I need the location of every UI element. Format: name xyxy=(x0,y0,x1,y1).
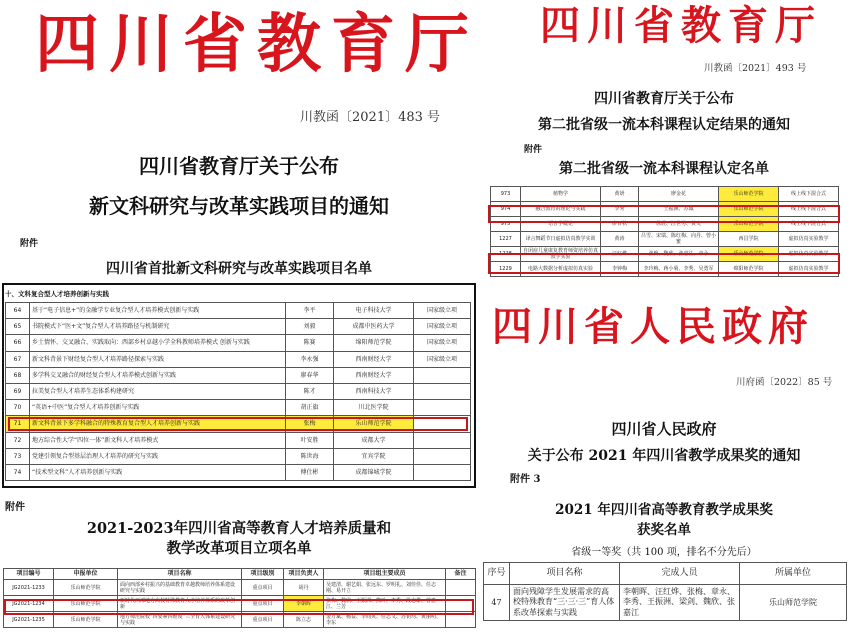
table-row xyxy=(6,319,471,335)
doc2-title-line2: 第二批省级一流本科课程认定结果的通知 xyxy=(538,117,790,133)
course-number: 1227 xyxy=(491,232,521,247)
course-type: 线上线下混合式 xyxy=(779,187,839,202)
project-number: 66 xyxy=(6,335,30,351)
doc1-title-line1: 四川省教育厅关于公布 xyxy=(139,154,339,178)
project-university: 电子科技大学 xyxy=(334,303,414,319)
course-number: 1228 xyxy=(491,247,521,262)
doc3-project-table xyxy=(3,568,476,628)
project-level: 重点项目 xyxy=(242,612,284,628)
course-leader: 汪红烨 xyxy=(601,247,639,262)
doc1-red-header: 四川省教育厅 xyxy=(35,7,479,82)
course-university: 乐山师范学院 xyxy=(719,202,779,217)
column-header: 项目编号 xyxy=(4,569,54,580)
project-name: 地方综合性大学“四位一体”新文科人才培养模式 xyxy=(30,432,286,448)
column-header: 申报单位 xyxy=(54,569,118,580)
course-name: 融合教育的理论与实践 xyxy=(521,202,601,217)
project-level xyxy=(414,400,471,416)
project-level: 国家级立项 xyxy=(414,335,471,351)
project-number: 69 xyxy=(6,383,30,399)
doc3-title-line1: 2021-2023年四川省高等教育人才培养质量和 xyxy=(86,520,392,537)
doc4-list-title-line2: 获奖名单 xyxy=(637,522,691,538)
table-row xyxy=(6,303,471,319)
doc2-panel xyxy=(478,0,850,300)
course-team: 徐震、江世男、黄文 xyxy=(639,217,719,232)
project-name: 党建引领复合型基层治理人才培养的研究与实践 xyxy=(30,448,286,464)
course-type: 虚拟仿真实验教学 xyxy=(779,262,839,277)
course-leader: 李秀 xyxy=(601,202,639,217)
project-name: 书院模式下“医+文”复合型人才培养路径与机制研究 xyxy=(30,319,286,335)
doc4-award-table xyxy=(483,562,847,621)
project-leader: 廖春华 xyxy=(286,367,334,383)
project-name: 乡土情怀、交叉融合、实践取向：西部乡村卓越小学全科教师培养模式 创新与实践 xyxy=(30,335,286,351)
table-row xyxy=(6,335,471,351)
column-header: 序号 xyxy=(484,563,510,585)
project-leader: 陈世海 xyxy=(286,448,334,464)
project-name: 面向西部乡村振兴的基础教育卓越教师培养体系建设研究与实践 xyxy=(118,580,242,596)
project-number: 65 xyxy=(6,319,30,335)
course-leader: 黄妍 xyxy=(601,187,639,202)
project-university: 成都大学 xyxy=(334,432,414,448)
project-university: 成都锦城学院 xyxy=(334,464,414,480)
project-members: 张梅、魏欣、王振洲、熊玲、李秀、段志雄、曾惠江、兰芳 xyxy=(324,596,446,612)
course-name: 电路大数据分析虚拟仿真实验 xyxy=(521,262,601,277)
doc4-doc-number: 川府函〔2022〕85 号 xyxy=(736,377,833,388)
course-type: 线上线下混合式 xyxy=(779,217,839,232)
project-number: 72 xyxy=(6,432,30,448)
column-header: 项目组主要成员 xyxy=(324,569,446,580)
course-name: 植物学 xyxy=(521,187,601,202)
project-university: 西南科技大学 xyxy=(334,383,414,399)
award-number: 47 xyxy=(484,585,510,621)
project-leader: 李平 xyxy=(286,303,334,319)
project-level xyxy=(414,448,471,464)
project-university: 成都中医药大学 xyxy=(334,319,414,335)
project-number: 68 xyxy=(6,367,30,383)
doc1-list-title: 四川省首批新文科研究与改革实践项目名单 xyxy=(106,261,372,277)
doc1-project-table xyxy=(5,302,471,481)
course-university: 乐山师范学院 xyxy=(719,247,779,262)
doc4-list-title-line1: 2021 年四川省高等教育教学成果奖 xyxy=(555,502,773,518)
project-university: 乐山师范学院 xyxy=(54,596,118,612)
project-leader: 胡正旗 xyxy=(286,400,334,416)
project-name: 基于“电子信息+”的金融学专业复合型人才培养模式创新与实践 xyxy=(30,303,286,319)
project-members: 金万斌、杨益、李间英、任志文、苏钥均、黄丽明、李东 xyxy=(324,612,446,628)
project-members: 吴建清、谢艺娟、张远东、罗明礼、刘佳佳、任志刚、易开立 xyxy=(324,580,446,596)
project-university: 西南财经大学 xyxy=(334,351,414,367)
project-university: 西南财经大学 xyxy=(334,367,414,383)
table-row xyxy=(6,383,471,399)
course-number: 973 xyxy=(491,187,521,202)
doc4-title: 关于公布 2021 年四川省教学成果奖的通知 xyxy=(527,448,801,464)
project-level: 重点项目 xyxy=(242,596,284,612)
course-team: 吕雪、宋瑞、陈红梅、向丹、曾小蜜 xyxy=(639,232,719,247)
doc4-red-header: 四川省人民政府 xyxy=(492,303,814,350)
project-leader: 陈赛 xyxy=(286,335,334,351)
project-university: 宜宾学院 xyxy=(334,448,414,464)
course-leader: 李钟梅 xyxy=(601,262,639,277)
project-university: 乐山师范学院 xyxy=(334,416,414,432)
column-header: 所属单位 xyxy=(740,563,847,585)
project-name: 新文科背景下多学科融合的特殊教育复合型人才培养创新与实践 xyxy=(30,416,286,432)
course-university: 乐山师范学院 xyxy=(719,217,779,232)
course-university: 西昌学院 xyxy=(719,232,779,247)
project-leader: 胡丹 xyxy=(284,580,324,596)
doc4-subtitle: 省级一等奖（共 100 项，排名不分先后） xyxy=(571,547,757,558)
project-level: 国家级立项 xyxy=(414,303,471,319)
project-name: 新时代西部地方高校特殊教育人才培养体系的改革创新 xyxy=(118,596,242,612)
award-members: 李朝晖、汪红烨、张梅、章永、李秀、王振洲、梁剑、魏欣、张嘉江 xyxy=(620,585,740,621)
doc2-list-title: 第二批省级一流本科课程认定名单 xyxy=(559,161,769,177)
course-team: 王振洲、苏诚 xyxy=(639,202,719,217)
doc1-highlight-box xyxy=(8,417,468,431)
doc1-doc-number: 川教函〔2021〕483 号 xyxy=(300,110,441,125)
project-number: 73 xyxy=(6,448,30,464)
column-header: 项目负责人 xyxy=(284,569,324,580)
doc2-doc-number: 川教函〔2021〕493 号 xyxy=(704,63,807,74)
doc4-panel xyxy=(478,300,850,637)
course-number: 974 xyxy=(491,202,521,217)
column-header: 备注 xyxy=(446,569,476,580)
project-name: 新文科背景下财经复合型人才培养路径探索与实践 xyxy=(30,351,286,367)
course-number: 975 xyxy=(491,217,521,232)
doc1-title-line2: 新文科研究与改革实践项目的通知 xyxy=(89,194,389,218)
project-name: 多学科交叉融合的财经复合型人才培养模式创新与实践 xyxy=(30,367,286,383)
doc2-title-line1: 四川省教育厅关于公布 xyxy=(594,91,734,107)
project-leader: 李朝晖 xyxy=(284,596,324,612)
doc2-attachment-label: 附件 xyxy=(524,145,543,155)
project-university: 川北医学院 xyxy=(334,400,414,416)
table-row xyxy=(6,351,471,367)
course-leader: 廖百秋 xyxy=(601,217,639,232)
award-project-name: 面向残障学生发展需求的高校特殊教育“三·三·三”育人体系改革探索与实践 xyxy=(510,585,620,621)
column-header: 项目名称 xyxy=(118,569,242,580)
table-row xyxy=(484,585,847,621)
course-name: 自闭症儿童康复教育师资培养仿真教学实验 xyxy=(521,247,601,262)
table-row xyxy=(6,367,471,383)
project-leader: 刘毅 xyxy=(286,319,334,335)
course-university: 乐山师范学院 xyxy=(719,187,779,202)
doc3-title-line2: 教学改革项目立项名单 xyxy=(166,540,312,557)
doc2-highlight-box-2 xyxy=(488,253,840,274)
table-row xyxy=(491,187,839,202)
course-team: 李玲梅、蒋小菊、李秀、吴勇军 xyxy=(639,262,719,277)
course-name: 语言学概论 xyxy=(521,217,601,232)
project-level xyxy=(414,432,471,448)
project-name: 拉美复合型人才培养生态体系构建研究 xyxy=(30,383,286,399)
project-name: 地方师范院校“四要素四维度”三全育人体系建设研究与实践 xyxy=(118,612,242,628)
doc2-red-header: 四川省教育厅 xyxy=(540,2,822,49)
doc4-org: 四川省人民政府 xyxy=(611,420,717,438)
project-number: JG2021-1235 xyxy=(4,612,54,628)
project-number: 64 xyxy=(6,303,30,319)
course-number: 1229 xyxy=(491,262,521,277)
course-type: 虚拟仿真实验教学 xyxy=(779,232,839,247)
project-leader: 陈立志 xyxy=(284,612,324,628)
project-leader: 傅仕彬 xyxy=(286,464,334,480)
project-number: JG2021-1233 xyxy=(4,580,54,596)
table-row xyxy=(491,232,839,247)
project-level: 国家级立项 xyxy=(414,351,471,367)
project-leader: 陈才 xyxy=(286,383,334,399)
course-university: 绵阳师范学院 xyxy=(719,262,779,277)
award-university: 乐山师范学院 xyxy=(740,585,847,621)
project-number: 71 xyxy=(6,416,30,432)
project-university: 绵阳师范学院 xyxy=(334,335,414,351)
table-row xyxy=(6,432,471,448)
project-name: “技术型文科”人才培养创新与实践 xyxy=(30,464,286,480)
course-leader: 黄涛 xyxy=(601,232,639,247)
doc3-panel xyxy=(0,492,478,637)
project-level xyxy=(414,367,471,383)
table-row xyxy=(6,464,471,480)
project-leader: 张梅 xyxy=(286,416,334,432)
column-header: 项目名称 xyxy=(510,563,620,585)
table-row xyxy=(4,580,476,596)
course-type: 虚拟仿真实验教学 xyxy=(779,247,839,262)
course-type: 线上线下混合式 xyxy=(779,202,839,217)
project-university: 乐山师范学院 xyxy=(54,580,118,596)
doc2-highlight-box-1 xyxy=(488,205,840,223)
course-name: 译言舞蹈节日虚拟仿真教学实训 xyxy=(521,232,601,247)
doc1-panel xyxy=(0,0,478,492)
table-row xyxy=(6,400,471,416)
course-team: 张梅、魏欣、张嘉江、章永 xyxy=(639,247,719,262)
project-level xyxy=(414,383,471,399)
column-header: 完成人员 xyxy=(620,563,740,585)
doc1-section-heading: 十、文科复合型人才培养创新与实践 xyxy=(5,290,109,298)
project-leader: 叶安胜 xyxy=(286,432,334,448)
project-number: 74 xyxy=(6,464,30,480)
project-level: 国家级立项 xyxy=(414,319,471,335)
project-number: 67 xyxy=(6,351,30,367)
project-number: JG2021-1234 xyxy=(4,596,54,612)
doc3-highlight-box xyxy=(4,599,474,615)
column-header: 项目级别 xyxy=(242,569,284,580)
doc4-attachment-label: 附件 3 xyxy=(510,474,541,485)
doc3-attachment-label: 附件 xyxy=(5,502,25,513)
project-leader: 李永强 xyxy=(286,351,334,367)
course-team: 廖金花 xyxy=(639,187,719,202)
table-row xyxy=(6,448,471,464)
project-number: 70 xyxy=(6,400,30,416)
project-level xyxy=(414,464,471,480)
project-note xyxy=(446,580,476,596)
project-university: 乐山师范学院 xyxy=(54,612,118,628)
doc1-attachment-label: 附件 xyxy=(20,239,39,249)
project-name: “英语+中医”复合型人才培养创新与实践 xyxy=(30,400,286,416)
project-level: 重点项目 xyxy=(242,580,284,596)
